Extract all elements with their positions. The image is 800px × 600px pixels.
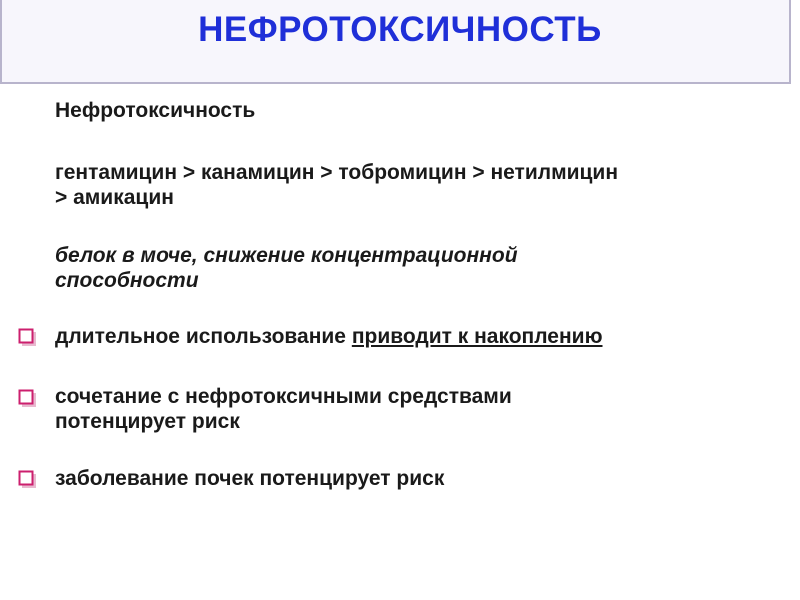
- bullet-1-text-underlined: приводит к накоплению: [351, 325, 603, 348]
- bullet-2-line-1: сочетание с нефротоксичными средствами: [55, 385, 512, 408]
- bullet-3-text: заболевание почек потенцирует риск: [55, 467, 445, 490]
- order-line-1: гентамицин > канамицин > тобромицин > нетилмицин: [55, 161, 619, 184]
- bullet-2-line-2: потенцирует риск: [55, 410, 240, 433]
- order-line-2: > амикацин: [55, 186, 174, 209]
- bullet-1-text: [55, 324, 603, 349]
- subtitle: Нефротоксичность: [55, 99, 256, 122]
- effects-line-2: способности: [55, 269, 199, 292]
- slide-title: НЕФРОТОКСИЧНОСТЬ: [198, 10, 602, 49]
- bullet-1-text-plain: длительное использование: [55, 325, 352, 348]
- checkbox-icon: [18, 470, 37, 489]
- checkbox-icon: [18, 389, 37, 408]
- effects-line-1: белок в моче, снижение концентрационной: [55, 244, 518, 267]
- checkbox-icon: [18, 328, 37, 347]
